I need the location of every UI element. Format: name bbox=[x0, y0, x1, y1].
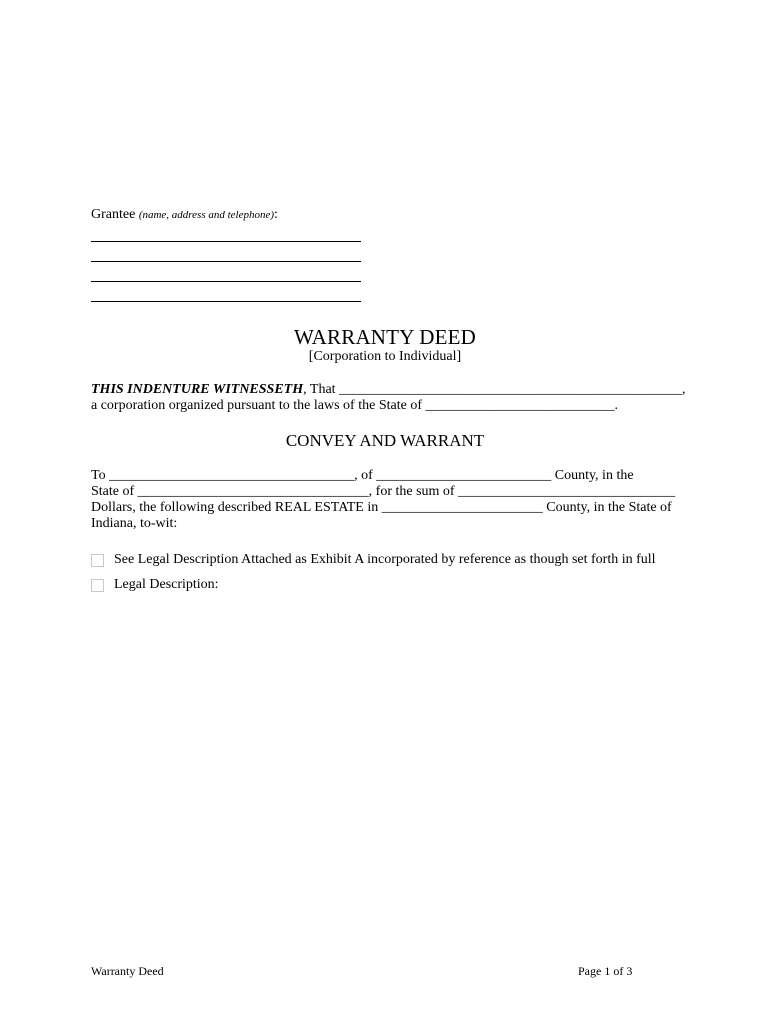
exhibit-a-checkbox[interactable] bbox=[91, 554, 104, 567]
indenture-line-2: a corporation organized pursuant to the laws of the State of ___________________________. bbox=[91, 398, 618, 413]
indenture-line-1-rest: , That _________________________________________________, bbox=[303, 382, 686, 397]
to-line-4: Indiana, to-wit: bbox=[91, 516, 178, 531]
legal-description-checkbox[interactable] bbox=[91, 579, 104, 592]
grantee-label-note: (name, address and telephone) bbox=[138, 209, 275, 221]
grantee-label bbox=[91, 207, 278, 223]
to-line-3: Dollars, the following described REAL ESTATE in _______________________ County, in the State of bbox=[91, 500, 672, 515]
grantee-line-3[interactable] bbox=[91, 281, 361, 282]
option-exhibit-a[interactable] bbox=[91, 552, 656, 568]
to-line-1: To ___________________________________, of _________________________ County, in the bbox=[91, 468, 634, 483]
footer-document-name: Warranty Deed bbox=[91, 964, 164, 978]
indenture-lead: THIS INDENTURE WITNESSETH bbox=[91, 382, 304, 397]
to-line-2: State of _________________________________, for the sum of _______________________________ bbox=[91, 484, 676, 499]
option-legal-description[interactable] bbox=[91, 577, 219, 593]
footer-page-number: Page 1 of 3 bbox=[578, 964, 633, 978]
grantee-line-1[interactable] bbox=[91, 241, 361, 242]
convey-heading: CONVEY AND WARRANT bbox=[285, 431, 485, 450]
document-title: WARRANTY DEED bbox=[293, 325, 477, 349]
indenture-line-1 bbox=[91, 382, 686, 398]
grantee-line-2[interactable] bbox=[91, 261, 361, 262]
legal-description-label: Legal Description: bbox=[114, 577, 219, 592]
exhibit-a-label: See Legal Description Attached as Exhibit A incorporated by reference as though set forth in full bbox=[114, 552, 656, 567]
grantee-line-4[interactable] bbox=[91, 301, 361, 302]
grantee-label-text: Grantee bbox=[91, 207, 139, 222]
document-subtitle: [Corporation to Individual] bbox=[308, 349, 462, 364]
grantee-label-colon: : bbox=[274, 207, 278, 222]
